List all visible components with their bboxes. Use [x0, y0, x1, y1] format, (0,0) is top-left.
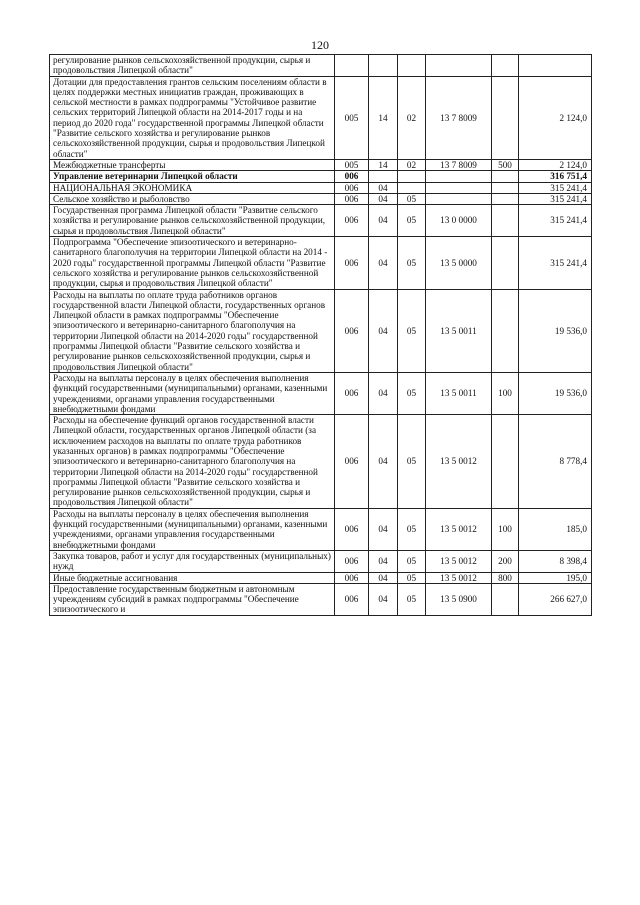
row-name-cell: НАЦИОНАЛЬНАЯ ЭКОНОМИКА	[50, 182, 335, 193]
table-row	[50, 415, 592, 509]
admin-code-cell: 006	[335, 182, 369, 193]
amount-cell	[519, 55, 592, 77]
row-name-cell: Иные бюджетные ассигнования	[50, 572, 335, 583]
admin-code-cell: 005	[335, 76, 369, 159]
admin-code-cell: 006	[335, 508, 369, 550]
row-name-cell: Расходы на обеспечение функций органов государственной власти Липецкой области, государственных органов Липецкой области (за исключением расходов на выплаты по оплате труда работников указанных органов) в рамках подпрограммы "Обеспечение эпизоотического и ветеринарно-санитарного благополучия на территории Липецкой области на 2014-2020 годы" государственной программы Липецкой области "Развитие сельского хозяйства и регулирование рынков сельскохозяйственной продукции, сырья и продовольствия Липецкой области"	[50, 415, 335, 509]
row-name-cell: Межбюджетные трансферты	[50, 159, 335, 170]
expense-type-cell	[492, 182, 519, 193]
row-name-cell: Расходы на выплаты по оплате труда работников органов государственной власти Липецкой области, государственных органов Липецкой области в рамках подпрограммы "Обеспечение эпизоотического и ветеринарно-санитарного благополучия на территории Липецкой области на 2014-2020 годы" государственной программы Липецкой области "Развитие сельского хозяйства и регулирование рынков сельскохозяйственной продукции, сырья и продовольствия Липецкой области"	[50, 289, 335, 372]
section-code-cell: 04	[369, 415, 398, 509]
table-row	[50, 182, 592, 193]
expense-type-cell	[492, 205, 519, 237]
admin-code-cell: 006	[335, 289, 369, 372]
table-row	[50, 205, 592, 237]
section-code-cell: 14	[369, 159, 398, 170]
admin-code-cell: 006	[335, 550, 369, 572]
target-item-cell: 13 5 0012	[426, 508, 492, 550]
target-item-cell	[426, 55, 492, 77]
target-item-cell: 13 5 0012	[426, 572, 492, 583]
row-name-cell: Предоставление государственным бюджетным и автономным учреждениям субсидий в рамках подпрограммы "Обеспечение эпизоотического и	[50, 583, 335, 615]
table-row	[50, 159, 592, 170]
section-code-cell: 04	[369, 289, 398, 372]
expense-type-cell: 500	[492, 159, 519, 170]
amount-cell: 315 241,4	[519, 182, 592, 193]
row-name-cell: Сельское хозяйство и рыболовство	[50, 193, 335, 204]
table-row	[50, 508, 592, 550]
target-item-cell: 13 0 0000	[426, 205, 492, 237]
amount-cell: 316 751,4	[519, 171, 592, 182]
row-name-cell: Управление ветеринарии Липецкой области	[50, 171, 335, 182]
target-item-cell: 13 5 0012	[426, 415, 492, 509]
target-item-cell	[426, 171, 492, 182]
admin-code-cell: 006	[335, 171, 369, 182]
subsection-code-cell: 05	[398, 583, 426, 615]
amount-cell: 19 536,0	[519, 372, 592, 414]
admin-code-cell	[335, 55, 369, 77]
target-item-cell: 13 5 0000	[426, 237, 492, 289]
subsection-code-cell: 05	[398, 550, 426, 572]
subsection-code-cell: 02	[398, 76, 426, 159]
section-code-cell: 04	[369, 583, 398, 615]
table-row	[50, 171, 592, 182]
target-item-cell: 13 5 0900	[426, 583, 492, 615]
target-item-cell: 13 7 8009	[426, 76, 492, 159]
admin-code-cell: 006	[335, 415, 369, 509]
budget-table-body	[50, 55, 592, 616]
expense-type-cell	[492, 237, 519, 289]
row-name-cell: Подпрограмма "Обеспечение эпизоотического и ветеринарно-санитарного благополучия на территории Липецкой области на 2014 - 2020 годы" государственной программы Липецкой области "Развитие сельского хозяйства и регулирование рынков сельскохозяйственной продукции, сырья и продовольствия Липецкой области"	[50, 237, 335, 289]
expense-type-cell	[492, 55, 519, 77]
amount-cell: 8 778,4	[519, 415, 592, 509]
amount-cell: 19 536,0	[519, 289, 592, 372]
row-name-cell: регулирование рынков сельскохозяйственной продукции, сырья и продовольствия Липецкой области"	[50, 55, 335, 77]
section-code-cell: 04	[369, 193, 398, 204]
section-code-cell: 04	[369, 182, 398, 193]
expense-type-cell	[492, 193, 519, 204]
target-item-cell: 13 5 0012	[426, 550, 492, 572]
amount-cell: 195,0	[519, 572, 592, 583]
section-code-cell: 04	[369, 372, 398, 414]
subsection-code-cell	[398, 55, 426, 77]
expense-type-cell: 200	[492, 550, 519, 572]
admin-code-cell: 006	[335, 372, 369, 414]
subsection-code-cell: 05	[398, 193, 426, 204]
expense-type-cell: 100	[492, 508, 519, 550]
subsection-code-cell: 02	[398, 159, 426, 170]
expense-type-cell	[492, 171, 519, 182]
subsection-code-cell: 05	[398, 415, 426, 509]
row-name-cell: Государственная программа Липецкой области "Развитие сельского хозяйства и регулирование рынков сельскохозяйственной продукции, сырья и продовольствия Липецкой области"	[50, 205, 335, 237]
section-code-cell: 04	[369, 572, 398, 583]
row-name-cell: Расходы на выплаты персоналу в целях обеспечения выполнения функций государственными (муниципальными) органами, казенными учреждениями, органами управления государственными внебюджетными фондами	[50, 372, 335, 414]
row-name-cell: Дотации для предоставления грантов сельским поселениям области в целях поддержки местных инициатив граждан, проживающих в сельской местности в рамках подпрограммы "Устойчивое развитие сельских территорий Липецкой области на 2014-2017 годы и на период до 2020 года" государственной программы Липецкой области "Развитие сельского хозяйства и регулирование рынков сельскохозяйственной продукции, сырья и продовольствия Липецкой области"	[50, 76, 335, 159]
amount-cell: 315 241,4	[519, 205, 592, 237]
admin-code-cell: 006	[335, 205, 369, 237]
section-code-cell: 04	[369, 550, 398, 572]
amount-cell: 2 124,0	[519, 76, 592, 159]
amount-cell: 2 124,0	[519, 159, 592, 170]
table-row	[50, 550, 592, 572]
admin-code-cell: 005	[335, 159, 369, 170]
target-item-cell	[426, 193, 492, 204]
target-item-cell: 13 5 0011	[426, 372, 492, 414]
subsection-code-cell	[398, 182, 426, 193]
expense-type-cell	[492, 76, 519, 159]
subsection-code-cell	[398, 171, 426, 182]
table-row	[50, 289, 592, 372]
admin-code-cell: 006	[335, 572, 369, 583]
section-code-cell: 04	[369, 508, 398, 550]
section-code-cell	[369, 171, 398, 182]
table-row	[50, 237, 592, 289]
amount-cell: 8 398,4	[519, 550, 592, 572]
expense-type-cell	[492, 583, 519, 615]
amount-cell: 315 241,4	[519, 237, 592, 289]
expense-type-cell	[492, 289, 519, 372]
row-name-cell: Расходы на выплаты персоналу в целях обеспечения выполнения функций государственными (муниципальными) органами, казенными учреждениями, органами управления государственными внебюджетными фондами	[50, 508, 335, 550]
table-row	[50, 193, 592, 204]
admin-code-cell: 006	[335, 237, 369, 289]
section-code-cell	[369, 55, 398, 77]
subsection-code-cell: 05	[398, 205, 426, 237]
target-item-cell: 13 7 8009	[426, 159, 492, 170]
target-item-cell: 13 5 0011	[426, 289, 492, 372]
table-row	[50, 372, 592, 414]
subsection-code-cell: 05	[398, 372, 426, 414]
amount-cell: 266 627,0	[519, 583, 592, 615]
table-row	[50, 583, 592, 615]
subsection-code-cell: 05	[398, 508, 426, 550]
section-code-cell: 04	[369, 237, 398, 289]
table-row	[50, 572, 592, 583]
row-name-cell: Закупка товаров, работ и услуг для государственных (муниципальных) нужд	[50, 550, 335, 572]
page-number: 120	[311, 38, 329, 52]
table-row	[50, 55, 592, 77]
amount-cell: 315 241,4	[519, 193, 592, 204]
amount-cell: 185,0	[519, 508, 592, 550]
expense-type-cell: 800	[492, 572, 519, 583]
subsection-code-cell: 05	[398, 572, 426, 583]
admin-code-cell: 006	[335, 583, 369, 615]
target-item-cell	[426, 182, 492, 193]
expense-type-cell	[492, 415, 519, 509]
expense-type-cell: 100	[492, 372, 519, 414]
subsection-code-cell: 05	[398, 237, 426, 289]
section-code-cell: 14	[369, 76, 398, 159]
budget-table	[49, 54, 592, 616]
subsection-code-cell: 05	[398, 289, 426, 372]
section-code-cell: 04	[369, 205, 398, 237]
admin-code-cell: 006	[335, 193, 369, 204]
table-row	[50, 76, 592, 159]
